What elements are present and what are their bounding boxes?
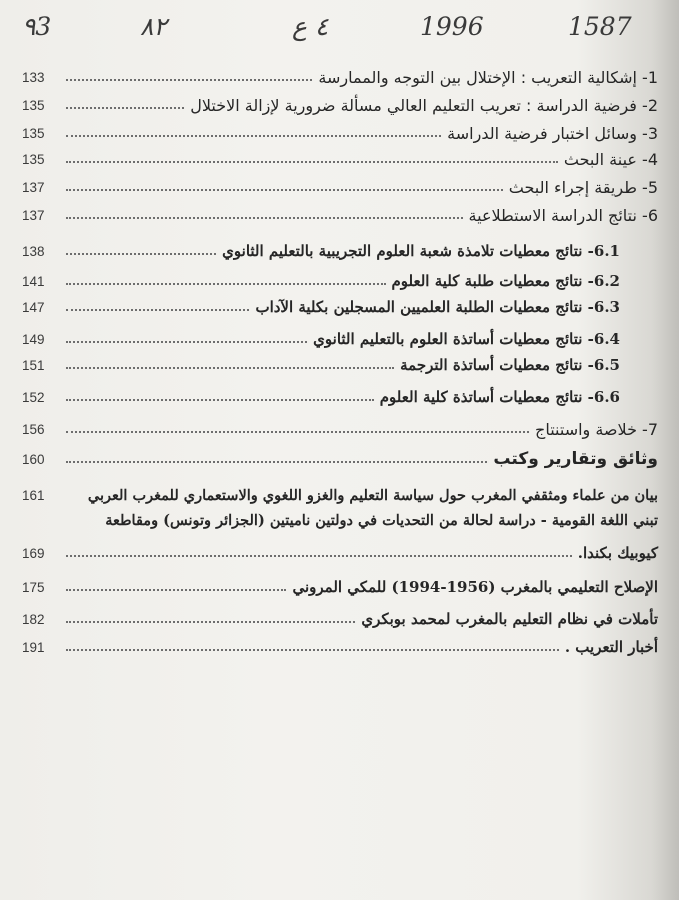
toc-entry-6-2[interactable] xyxy=(22,268,658,294)
toc-entry-7[interactable] xyxy=(22,416,658,442)
section-heading: وثائق وتقارير وكتب xyxy=(493,449,658,469)
page-number: 175 xyxy=(22,579,45,595)
toc-entry-statement[interactable] xyxy=(22,482,658,508)
page-number: 137 xyxy=(22,179,45,195)
toc-entry-6-3[interactable] xyxy=(22,294,658,320)
page-number: 138 xyxy=(22,243,45,259)
handwritten-mark-2: ٨٢ xyxy=(140,12,167,41)
toc-entry-4[interactable] xyxy=(22,146,658,172)
toc-entry-6-1[interactable] xyxy=(22,238,658,264)
entry-title: 2- فرضية الدراسة : تعريب التعليم العالي مسألة ضرورية لإزالة الاختلال xyxy=(190,95,658,115)
handwritten-header xyxy=(0,6,660,46)
toc-entry-6[interactable] xyxy=(22,202,658,228)
page-number: 147 xyxy=(22,299,45,315)
entry-title: بيان من علماء ومثقفي المغرب حول سياسة التعليم والغزو اللغوي والاستعماري للمغرب العربي xyxy=(87,486,658,504)
toc-entry-news[interactable] xyxy=(22,634,658,660)
dot-leader xyxy=(66,431,529,433)
entry-title: أخبار التعريب . xyxy=(564,638,658,656)
toc-section-documents[interactable] xyxy=(22,446,658,472)
toc-entry-1[interactable] xyxy=(22,64,658,90)
dot-leader xyxy=(66,589,286,591)
entry-title: 4- عينة البحث xyxy=(563,149,658,169)
dot-leader xyxy=(66,135,441,137)
entry-title: 6.3- نتائج معطيات الطلبة العلميين المسجلين بكلية الآداب xyxy=(255,298,620,316)
dot-leader xyxy=(66,107,184,109)
page-number: 141 xyxy=(22,273,45,289)
entry-title: 7- خلاصة واستنتاج xyxy=(535,419,658,439)
page-number: 156 xyxy=(22,421,45,437)
toc-entry-reflections[interactable] xyxy=(22,606,658,632)
handwritten-number: 1587 xyxy=(568,12,632,41)
dot-leader xyxy=(66,217,463,219)
dot-leader xyxy=(66,555,572,557)
entry-title: 6.2- نتائج معطيات طلبة كلية العلوم xyxy=(391,272,620,290)
entry-title: الإصلاح التعليمي بالمغرب (1956-1994) للمكي المروني xyxy=(292,578,658,596)
toc-entry-6-4[interactable] xyxy=(22,326,658,352)
dot-leader xyxy=(66,341,307,343)
toc-entry-6-5[interactable] xyxy=(22,352,658,378)
toc-entry-reform[interactable] xyxy=(22,574,658,600)
entry-title: 3- وسائل اختبار فرضية الدراسة xyxy=(447,123,658,143)
dot-leader xyxy=(66,649,559,651)
dot-leader xyxy=(66,189,503,191)
page-number: 152 xyxy=(22,389,45,405)
page-number: 151 xyxy=(22,357,45,373)
page-number: 160 xyxy=(22,451,45,467)
handwritten-mark-3: ٤ ع xyxy=(292,12,329,41)
page-number: 182 xyxy=(22,611,45,627)
page-number: 161 xyxy=(22,487,45,503)
dot-leader xyxy=(66,309,249,311)
page-number: 135 xyxy=(22,97,45,113)
dot-leader xyxy=(66,79,312,81)
dot-leader xyxy=(66,399,374,401)
toc-entry-2[interactable] xyxy=(22,92,658,118)
page-number: 191 xyxy=(22,639,45,655)
dot-leader xyxy=(66,161,558,163)
dot-leader xyxy=(66,367,394,369)
entry-title-line-1: تبني اللغة القومية - دراسة لحالة من التحديات في دولتين ناميتين (الجزائر وتونس) ومقاطعة xyxy=(105,512,658,529)
page-number: 135 xyxy=(22,125,45,141)
entry-title: 6.5- نتائج معطيات أساتذة الترجمة xyxy=(400,356,620,374)
entry-title: 5- طريقة إجراء البحث xyxy=(508,177,658,197)
page-number: 149 xyxy=(22,331,45,347)
page-number: 135 xyxy=(22,151,45,167)
entry-title: 1- إشكالية التعريب : الإختلال بين التوجه والممارسة xyxy=(318,67,658,87)
toc-entry-national-language[interactable] xyxy=(22,540,658,566)
page-number: 169 xyxy=(22,545,45,561)
entry-title: 6.1- نتائج معطيات تلامذة شعبة العلوم التجريبية بالتعليم الثانوي xyxy=(222,242,620,260)
entry-title: تأملات في نظام التعليم بالمغرب لمحمد بوبكري xyxy=(361,610,658,628)
dot-leader xyxy=(66,283,386,285)
handwritten-year: 1996 xyxy=(420,12,484,41)
dot-leader xyxy=(66,621,355,623)
toc-entry-3[interactable] xyxy=(22,120,658,146)
toc-entry-6-6[interactable] xyxy=(22,384,658,410)
handwritten-mark-1: ٩3 xyxy=(22,12,52,41)
entry-title: 6- نتائج الدراسة الاستطلاعية xyxy=(468,205,658,225)
dot-leader xyxy=(66,253,216,255)
dot-leader xyxy=(66,461,487,463)
page-number: 137 xyxy=(22,207,45,223)
entry-title: 6.6- نتائج معطيات أساتذة كلية العلوم xyxy=(379,388,620,406)
page-number: 133 xyxy=(22,69,45,85)
entry-title: 6.4- نتائج معطيات أساتذة العلوم بالتعليم الثانوي xyxy=(313,330,620,348)
toc-entry-5[interactable] xyxy=(22,174,658,200)
entry-title-line-2: كيوبيك بكندا. xyxy=(577,544,658,562)
